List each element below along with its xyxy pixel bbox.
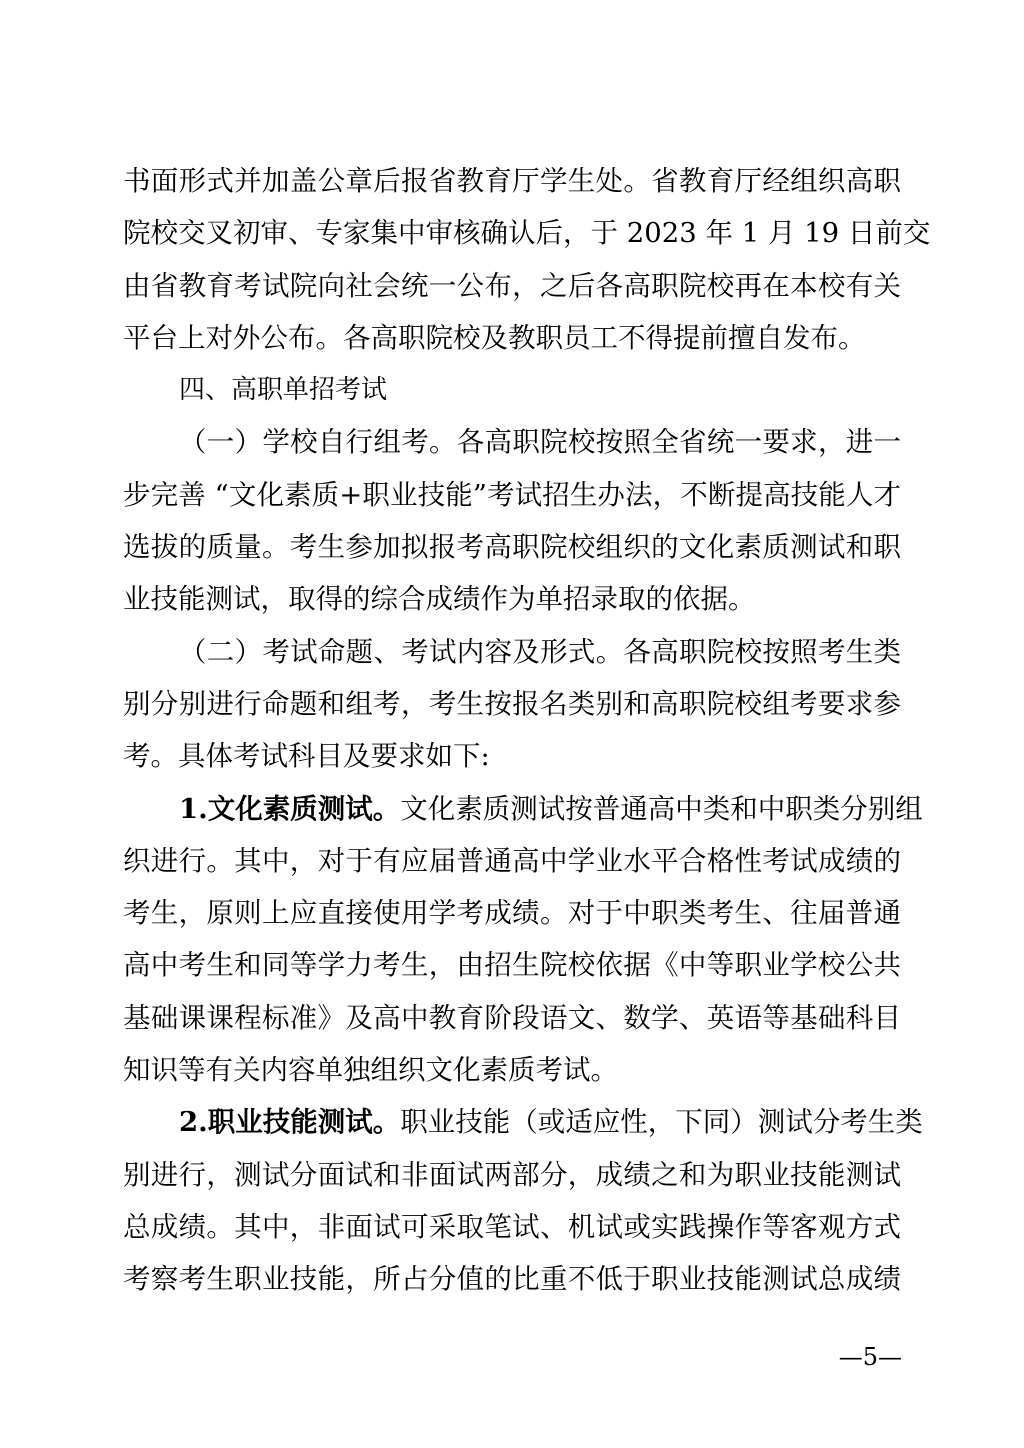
text-line: 书面形式并加盖公章后报省教育厅学生处。省教育厅经组织高职 [123,165,901,197]
text-line: 考生，原则上应直接使用学考成绩。对于中职类考生、往届普通 [123,897,901,930]
text-line: 别分别进行命题和组考，考生按报名类别和高职院校组考要求参 [123,687,901,720]
paragraph-5 [123,1096,923,1305]
text-line: 基础课课程标准》及高中教育阶段语文、数学、英语等基础科目 [123,1001,901,1034]
text-line: 知识等有关内容单独组织文化素质考试。 [123,1054,618,1087]
text-line: 业技能测试，取得的综合成绩作为单招录取的依据。 [123,583,756,616]
text-line: （二）考试命题、考试内容及形式。各高职院校按照考生类 [179,635,901,668]
text-line [123,1096,923,1148]
text-span: 职业技能（或适应性，下同）测试分考生类 [400,1106,923,1139]
text-line: 院校交叉初审、专家集中审核确认后，于 2023 年 1 月 19 日前交 [123,217,931,250]
text-line: 步完善 “文化素质+职业技能”考试招生办法，不断提高技能人才 [123,478,901,511]
text-line [123,783,923,835]
text-line: 织进行。其中，对于有应届普通高中学业水平合格性考试成绩的 [123,844,901,877]
text-line: 由省教育考试院向社会统一公布，之后各高职院校再在本校有关 [123,269,901,302]
section-heading: 四、高职单招考试 [179,375,388,406]
text-line: 考。具体考试科目及要求如下: [123,740,490,773]
text-line: 考察考生职业技能，所占分值的比重不低于职业技能测试总成绩 [123,1263,901,1296]
text-line: （一）学校自行组考。各高职院校按照全省统一要求，进一 [179,426,901,459]
text-line: 总成绩。其中，非面试可采取笔试、机试或实践操作等客观方式 [123,1210,901,1243]
paragraph-1 [123,155,931,364]
text-span: 文化素质测试按普通高中类和中职类分别组 [400,792,923,825]
text-line: 平台上对外公布。各高职院校及教职员工不得提前擅自发布。 [123,321,866,354]
bold-lead: 1.文化素质测试。 [179,792,401,825]
text-line: 别进行，测试分面试和非面试两部分，成绩之和为职业技能测试 [123,1158,901,1191]
page-number: —5— [838,1343,902,1371]
paragraph-2 [123,416,901,625]
text-line: 高中考生和同等学力考生，由招生院校依据《中等职业学校公共 [123,949,901,982]
bold-lead: 2.职业技能测试。 [179,1106,401,1139]
text-line: 选拔的质量。考生参加拟报考高职院校组织的文化素质测试和职 [123,531,901,564]
paragraph-3 [123,626,901,783]
document-body [123,155,931,1306]
paragraph-4 [123,783,923,1097]
